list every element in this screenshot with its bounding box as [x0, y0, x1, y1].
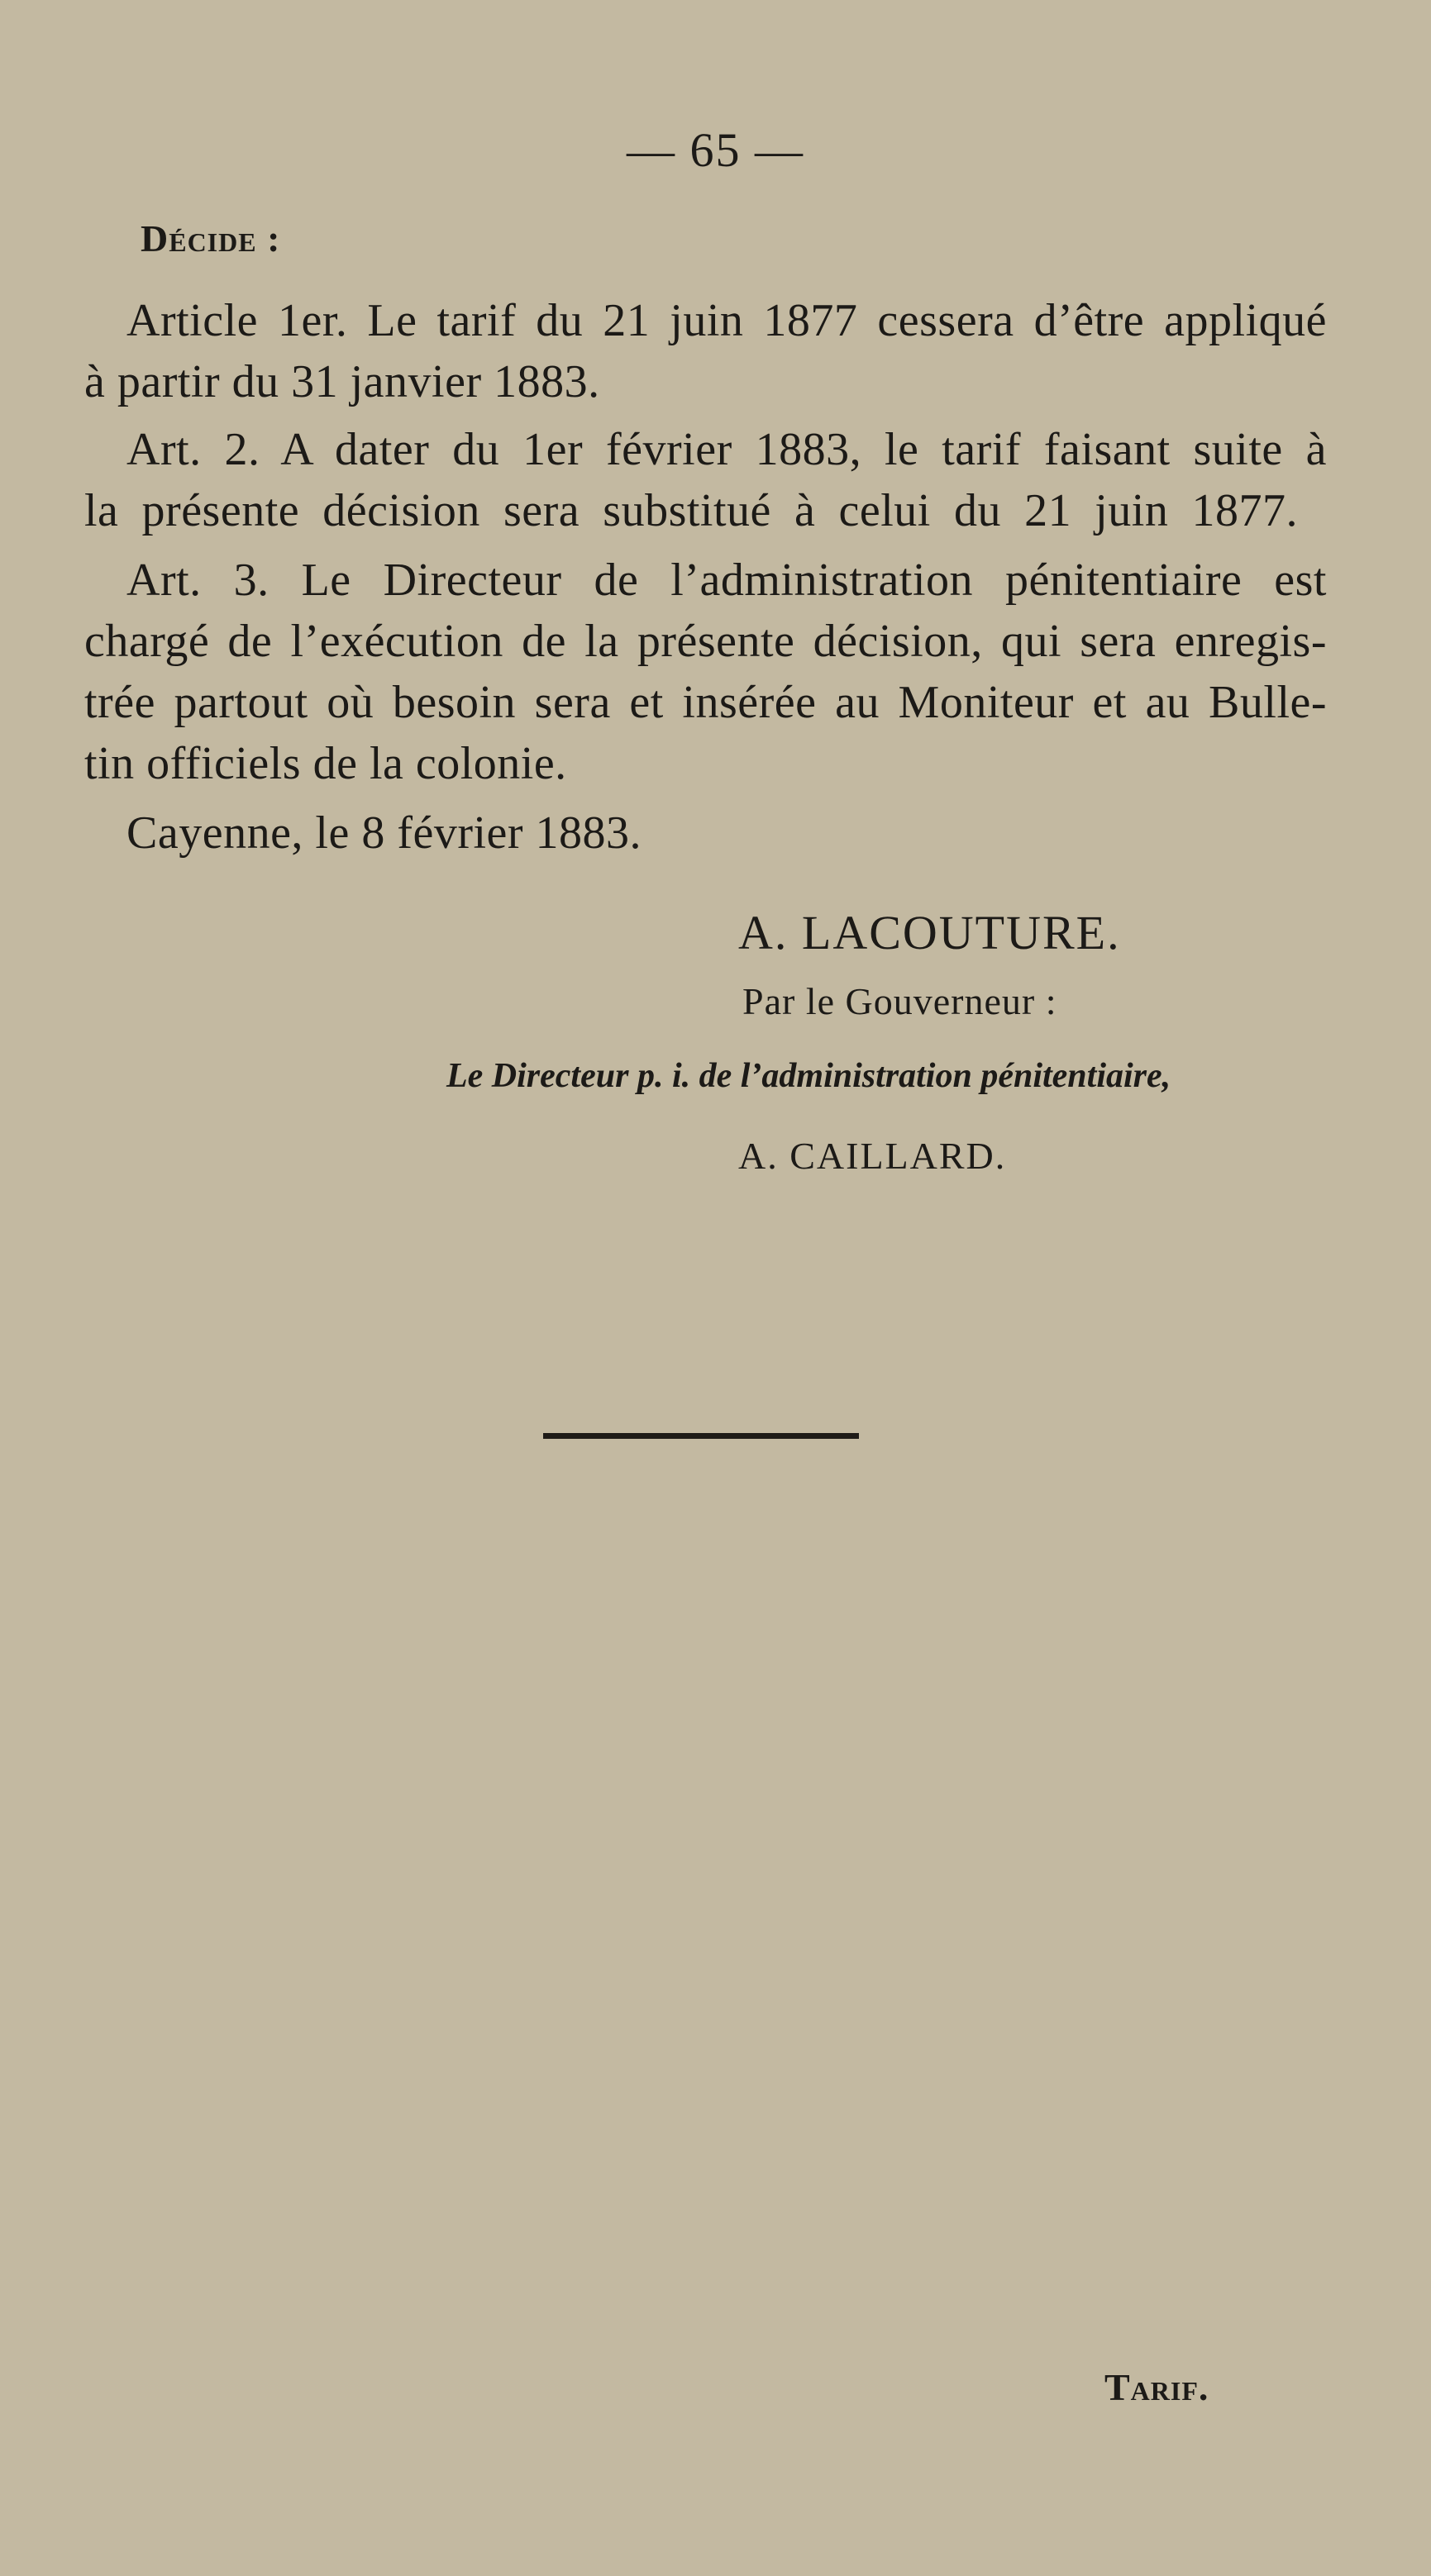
article-2-line-1: Art. 2. A dater du 1er février 1883, le tarif faisant suite à	[126, 424, 1327, 475]
article-2-line-2: la présente décision sera substitué à celui du 21 juin 1877.	[84, 485, 1298, 536]
date-line: Cayenne, le 8 février 1883.	[126, 807, 642, 859]
article-3-line-3: trée partout où besoin sera et insérée au Moniteur et au Bulle-	[84, 677, 1327, 728]
article-3-line-2: chargé de l’exécution de la présente décision, qui sera enregis-	[84, 616, 1327, 667]
director-title: Le Directeur p. i. de l’administration pénitentiaire,	[446, 1057, 1171, 1095]
article-1-line-1: Article 1er. Le tarif du 21 juin 1877 cessera d’être appliqué	[126, 295, 1327, 346]
article-1-line-2: à partir du 31 janvier 1883.	[84, 356, 600, 407]
signatory-name: A. LACOUTURE.	[738, 906, 1121, 959]
catchword: Tarif.	[1104, 2366, 1209, 2408]
heading-decide: Décide :	[141, 217, 281, 260]
article-3-line-1: Art. 3. Le Directeur de l’administration pénitentiaire est	[126, 555, 1327, 606]
separator-rule	[543, 1433, 859, 1439]
second-signatory-name: A. CAILLARD.	[738, 1135, 1007, 1177]
page-number: — 65 —	[627, 123, 804, 177]
article-3-line-4: tin officiels de la colonie.	[84, 738, 567, 789]
by-governor: Par le Gouverneur :	[742, 980, 1057, 1022]
